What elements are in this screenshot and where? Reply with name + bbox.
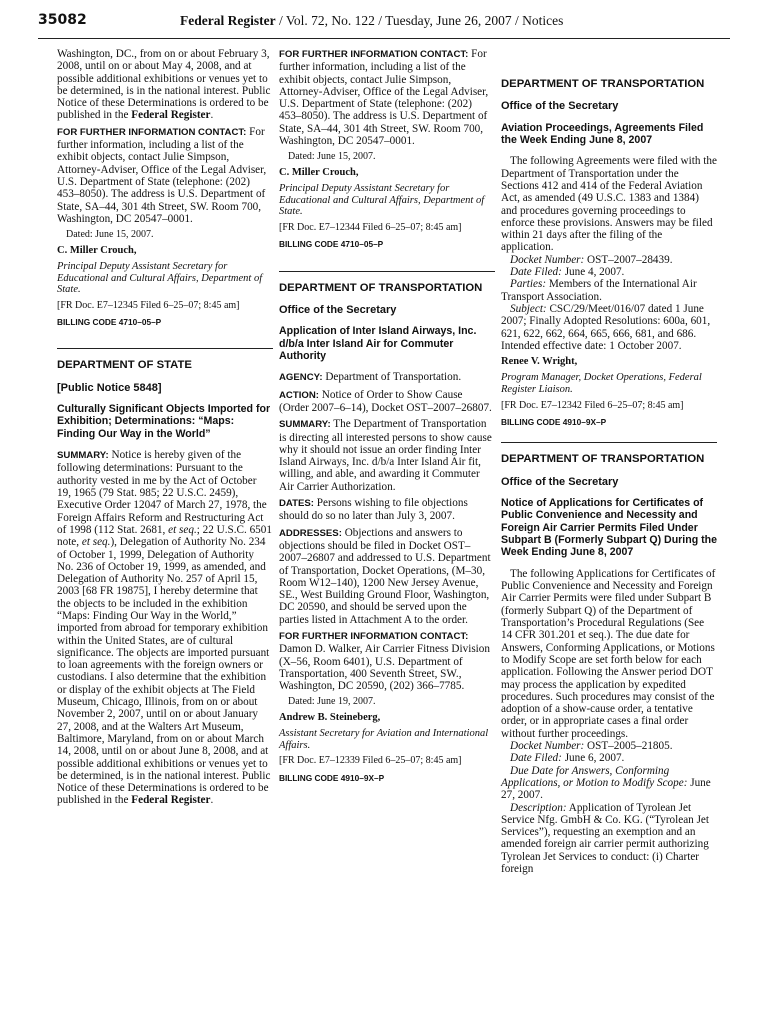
running-head <box>180 13 563 29</box>
intro-paragraph: The following Agreements were filed with the Department of Transportation under the Sections 412 and 414 of the Federal Aviation Act, as amended (49 U.S.C. 1383 and 1384) and procedures governing proceedings to enforce these provisions. Answers may be filed within 21 days after the filing of the application. <box>501 155 717 254</box>
section-divider <box>501 442 717 443</box>
billing-code: BILLING CODE 4910–9X–P <box>501 416 607 427</box>
department-heading: DEPARTMENT OF STATE <box>57 359 192 372</box>
summary-paragraph: SUMMARY: Notice is hereby given of the following determinations: Pursuant to the authority vested in me by the Act of October 19, 1965 (79 Stat. 985; 22 U.S.C. 2459), Executive Order 12047 of March 27, 1978, the Foreign Affairs Reform and Restructuring Act of 1998 (112 Stat. 2681, et seq.; 22 U.S.C. 6501 note, et seq.), Delegation of Authority No. 234 of October 1, 1999, Delegation of Authority No. 236 of October 19, 1999, as amended, and Delegation of Authority No. 257 of April 15, 2003 [68 FR 19875], I hereby determine that the objects to be included in the exhibition “Maps: Finding Our Way in the World,” imported from abroad for temporary exhibition within the United States, are of cultural significance. The objects are imported pursuant to loan agreements with the foreign owners or custodians. I also determine that the exhibition or display of the exhibit objects at The Field Museum, Chicago, Illinois, from on or about November 2, 2007, until on or about January 27, 2008, and at the Walters Art Museum, Baltimore, Maryland, from on or about March 14, 2008, until on or about June 8, 2008, and at possible additional exhibitions or venues yet to be determined, is in the national interest. Public Notice of these Determinations is ordered to be published in the Federal Register. <box>57 449 272 807</box>
intro-paragraph: The following Applications for Certificates of Public Convenience and Necessity and Foreign Air Carrier Permits were filed under Subpart B (formerly Subpart Q) of the Department of Transportation’s Procedural Regulations (See 14 CFR 301.201 et seq.). The due date for Answers, Conforming Applications, or Motions to Modify Scope are set forth below for each application. Following the Answer period DOT may process the application by expedited procedures. Such procedures may consist of the adoption of a show-cause order, a tentative order, or in appropriate cases a final order without further proceedings. <box>501 567 716 740</box>
fr-doc-line: [FR Doc. E7–12344 Filed 6–25–07; 8:45 am] <box>279 221 462 233</box>
section-label: SUMMARY: <box>279 419 331 431</box>
action-paragraph: ACTION: Notice of Order to Show Cause (Order 2007–6–14), Docket OST–2007–26807. <box>279 388 492 414</box>
section-label: DATES: <box>279 498 314 510</box>
page-number: 35082 <box>38 12 87 28</box>
dated-line: Dated: June 15, 2007. <box>66 229 154 241</box>
section-label: AGENCY: <box>279 372 323 384</box>
continued-paragraph: Washington, DC., from on or about February 3, 2008, until on or about May 4, 2008, and at possible additional exhibitions or venues yet to be determined, is in the national interest. Public Notice of these Determinations is ordered to be published in the Federal Register. <box>57 48 271 122</box>
summary-paragraph: SUMMARY: The Department of Transportation is directing all interested persons to show cause why it should not issue an order finding Inter Island Airways, Inc. d/b/a Inter Island Air fit, willing, and able, and awarding it Commuter Air Carrier Authorization. <box>279 418 492 493</box>
billing-code: BILLING CODE 4710–05–P <box>279 239 384 250</box>
notice-title: Culturally Significant Objects Imported for Exhibition; Determinations: “Maps: Finding Our Way in the World” <box>57 402 271 440</box>
section-divider <box>57 348 273 349</box>
date-filed: Date Filed: June 6, 2007. <box>510 752 625 765</box>
due-date: Due Date for Answers, Conforming Applications, or Motion to Modify Scope: June 27, 2007. <box>501 764 711 802</box>
fr-doc-line: [FR Doc. E7–12342 Filed 6–25–07; 8:45 am] <box>501 399 684 411</box>
office-heading: Office of the Secretary <box>501 100 619 113</box>
signer-title: Principal Deputy Assistant Secretary for Educational and Cultural Affairs, Department of State. <box>57 260 263 296</box>
further-info-paragraph: FOR FURTHER INFORMATION CONTACT: For further information, including a list of the exhibit objects, contact Julie Simpson, Attorney-Adviser, Office of the Legal Adviser, U.S. Department of State (telephone: (202) 453–8050). The address is U.S. Department of State, SA–44, 301 4th Street, SW. Room 700, Washington, DC 20547–0001. <box>57 125 267 225</box>
notice-title: Application of Inter Island Airways, Inc. d/b/a Inter Island Air for Commuter Authority <box>279 325 477 362</box>
notice-title: Aviation Proceedings, Agreements Filed the Week Ending June 8, 2007 <box>501 121 704 146</box>
fr-doc-line: [FR Doc. E7–12345 Filed 6–25–07; 8:45 am] <box>57 299 240 311</box>
agency-paragraph: AGENCY: Department of Transportation. <box>279 371 462 384</box>
issue-info: / Vol. 72, No. 122 / Tuesday, June 26, 2007 / Notices <box>275 13 564 28</box>
billing-code: BILLING CODE 4910–9X–P <box>279 772 385 783</box>
signer-title: Principal Deputy Assistant Secretary for Educational and Cultural Affairs, Department of State. <box>279 183 485 218</box>
department-heading: DEPARTMENT OF TRANSPORTATION <box>279 281 483 294</box>
office-heading: Office of the Secretary <box>501 475 619 488</box>
addresses-paragraph: ADDRESSES: Objections and answers to objections should be filed in Docket OST–2007–26807 and addressed to U.S. Department of Transportation, Docket Operations, (M–30, Room W12–140), 1200 New Jersey Avenue, SE., West Building Ground Floor, Washington, DC 20590, and should be served upon the parties listed in Attachment A to the order. <box>279 526 491 626</box>
section-label: ADDRESSES: <box>279 527 342 539</box>
section-label: FOR FURTHER INFORMATION CONTACT: <box>279 631 469 642</box>
section-label: FOR FURTHER INFORMATION CONTACT: <box>279 49 469 60</box>
docket-number: Docket Number: OST–2005–21805. <box>510 740 673 753</box>
page-header <box>38 12 730 39</box>
signer-name: C. Miller Crouch, <box>57 244 137 256</box>
public-notice-number: [Public Notice 5848] <box>57 381 162 394</box>
signer-name: Renee V. Wright, <box>501 356 578 368</box>
signer-title: Program Manager, Docket Operations, Federal Register Liaison. <box>501 372 702 396</box>
column-1 <box>57 48 273 811</box>
notice-title: Notice of Applications for Certificates of Public Convenience and Necessity and Foreign Air Carrier Permits Filed Under Subpart B (Formerly Subpart Q) During the Week Ending June 8, 2007 <box>501 496 718 559</box>
date-filed: Date Filed: June 4, 2007. <box>510 266 625 279</box>
dated-line: Dated: June 15, 2007. <box>288 151 376 163</box>
section-label: SUMMARY: <box>57 450 109 462</box>
section-label: ACTION: <box>279 389 319 401</box>
docket-number: Docket Number: OST–2007–28439. <box>510 253 673 266</box>
description: Description: Application of Tyrolean Jet Service Nfg. GmbH & Co. KG. (“Tyrolean Jet Services”), requesting an exemption and an amended foreign air carrier permit authorizing Tyrolean Jet Services to conduct: (i) Charter foreign <box>501 801 710 875</box>
dated-line: Dated: June 19, 2007. <box>288 696 376 708</box>
column-3 <box>501 48 717 875</box>
department-heading: DEPARTMENT OF TRANSPORTATION <box>501 453 705 466</box>
section-label: FOR FURTHER INFORMATION CONTACT: <box>57 126 247 138</box>
further-info-paragraph: FOR FURTHER INFORMATION CONTACT: For further information, including a list of the exhibit objects, contact Julie Simpson, Attorney-Adviser, Office of the Legal Adviser, U.S. Department of State (telephone: (202) 453–8050). The address is U.S. Department of State, SA–44, 301 4th Street, SW. Room 700, Washington, DC 20547–0001. <box>279 48 489 148</box>
department-heading: DEPARTMENT OF TRANSPORTATION <box>501 78 705 90</box>
subject: Subject: CSC/29/Meet/016/07 dated 1 June 2007; Finally Adopted Resolutions: 600a, 601, 621, 622, 662, 664, 665, 666, 681, and 686. Intended effective date: 1 October 2007. <box>501 302 711 352</box>
column-2 <box>279 48 495 790</box>
fr-doc-line: [FR Doc. E7–12339 Filed 6–25–07; 8:45 am] <box>279 755 462 767</box>
signer-title: Assistant Secretary for Aviation and International Affairs. <box>279 728 489 751</box>
signer-name: Andrew B. Steineberg, <box>279 711 381 723</box>
billing-code: BILLING CODE 4710–05–P <box>57 317 162 328</box>
further-info-paragraph: FOR FURTHER INFORMATION CONTACT: Damon D. Walker, Air Carrier Fitness Division (X–56, Room 6401), U.S. Department of Transportation, 400 Seventh Street, SW., Washington, DC 20590, (202) 366–7785. <box>279 631 490 693</box>
dates-paragraph: DATES: Persons wishing to file objections should do so no later than July 3, 2007. <box>279 497 468 523</box>
office-heading: Office of the Secretary <box>279 303 397 316</box>
parties: Parties: Members of the International Air Transport Association. <box>501 278 697 303</box>
section-divider <box>279 271 495 272</box>
journal-name: Federal Register <box>180 13 276 28</box>
signer-name: C. Miller Crouch, <box>279 166 359 178</box>
